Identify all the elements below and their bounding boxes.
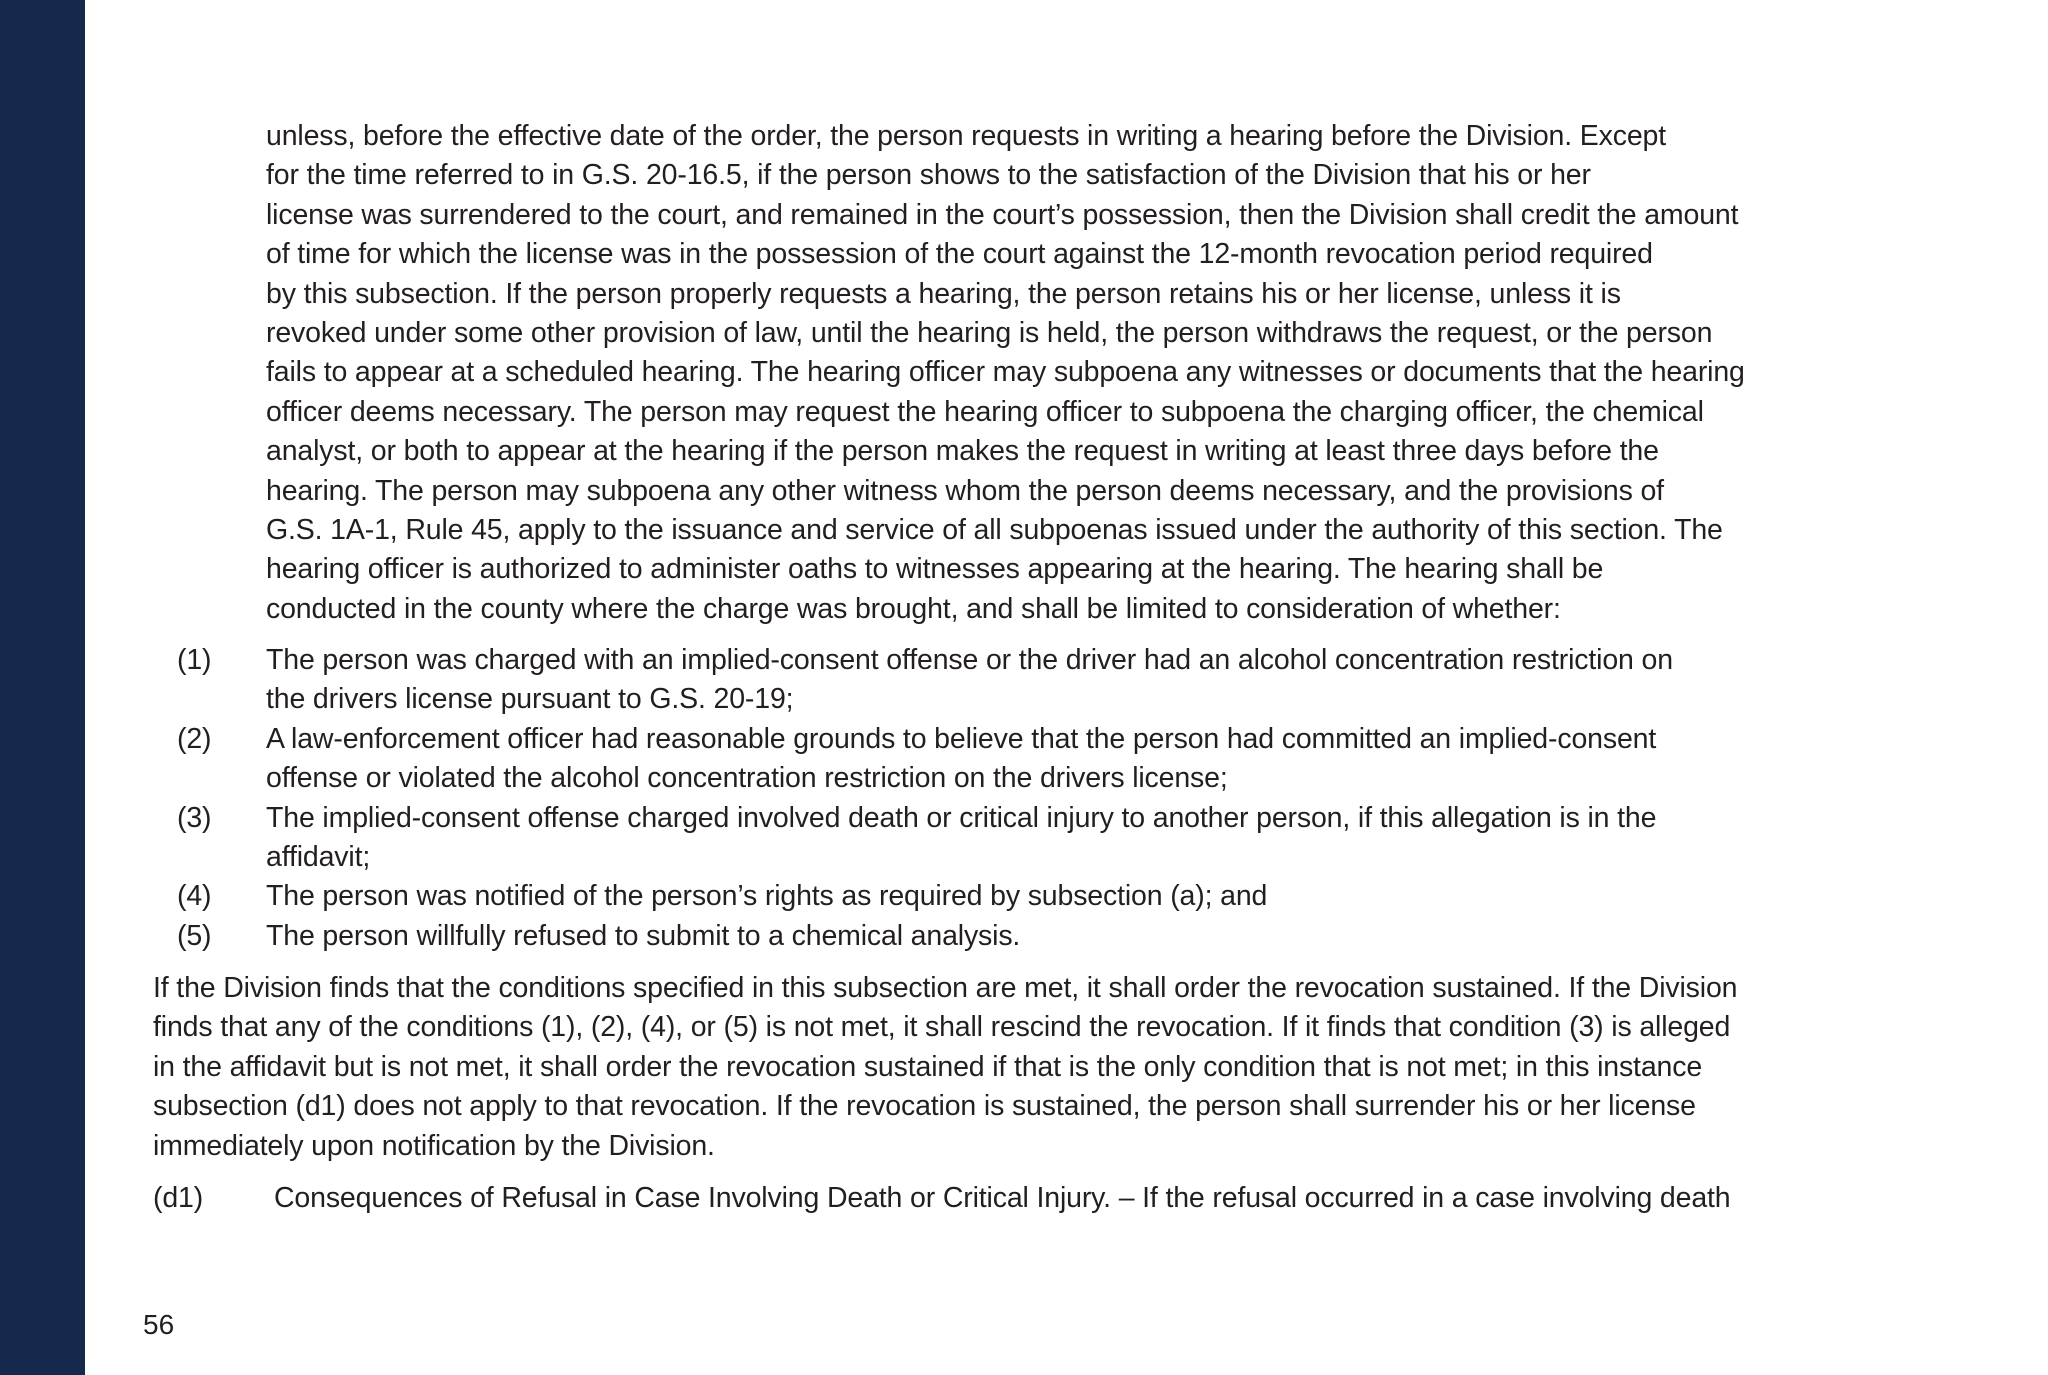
intro-line: G.S. 1A-1, Rule 45, apply to the issuance and service of all subpoenas issued under the authority of this section. The [266,514,1723,547]
result-line: subsection (d1) does not apply to that revocation. If the revocation is sustained, the person shall surrender his or her license [153,1090,1696,1123]
condition-item-2 [0,720,2048,799]
subsection-d1-text: Consequences of Refusal in Case Involving Death or Critical Injury. – If the refusal occurred in a case involving death [274,1182,1731,1214]
result-line: If the Division finds that the conditions specified in this subsection are met, it shall order the revocation sustained. If the Division [153,972,1738,1004]
condition-line: The person was charged with an implied-consent offense or the driver had an alcohol concentration restriction on [266,644,1673,676]
condition-item-5 [0,917,2048,956]
condition-item-4 [0,877,2048,916]
condition-number: (2) [177,722,212,755]
condition-line: The implied-consent offense charged involved death or critical injury to another person, if this allegation is in the [266,801,1657,834]
condition-text [266,877,2048,916]
intro-line: for the time referred to in G.S. 20-16.5, if the person shows to the satisfaction of the Division that his or her [266,159,1591,192]
condition-line: offense or violated the alcohol concentration restriction on the drivers license; [266,762,1228,795]
intro-line: by this subsection. If the person properly requests a hearing, the person retains his or her license, unless it is [266,277,1621,310]
result-line: in the affidavit but is not met, it shall order the revocation sustained if that is the only condition that is not met; in this instance [153,1050,1703,1083]
condition-number: (3) [177,801,212,834]
intro-line: revoked under some other provision of law, until the hearing is held, the person withdraws the request, or the person [266,317,1713,350]
result-line: finds that any of the conditions (1), (2), (4), or (5) is not met, it shall rescind the revocation. If it finds that condition (3) is alleged [153,1011,1731,1044]
intro-line: license was surrendered to the court, and remained in the court’s possession, then the Division shall credit the amount [266,198,1739,231]
page-number: 56 [143,1309,175,1340]
condition-item-3 [0,799,2048,878]
condition-line: the drivers license pursuant to G.S. 20-19; [266,683,794,716]
result-paragraph [153,969,2033,1166]
subsection-d1-label: (d1) [153,1182,204,1214]
intro-line: conducted in the county where the charge was brought, and shall be limited to consideration of whether: [266,592,1561,625]
condition-text [266,799,2048,878]
condition-line: affidavit; [266,841,371,874]
intro-line: hearing officer is authorized to administer oaths to witnesses appearing at the hearing. The hearing shall be [266,553,1604,586]
intro-line: of time for which the license was in the possession of the court against the 12-month revocation period required [266,238,1653,271]
condition-item-1 [0,641,2048,720]
intro-line: unless, before the effective date of the order, the person requests in writing a hearing before the Division. Except [266,120,1667,152]
condition-number: (1) [177,644,212,676]
condition-line: The person willfully refused to submit to a chemical analysis. [266,919,1021,952]
condition-text [266,641,2048,720]
condition-number: (4) [177,880,212,913]
intro-line: hearing. The person may subpoena any other witness whom the person deems necessary, and the provisions of [266,474,1664,507]
condition-line: The person was notified of the person’s rights as required by subsection (a); and [266,880,1268,913]
condition-line: A law-enforcement officer had reasonable grounds to believe that the person had committed an implied-consent [266,722,1657,755]
condition-text [266,720,2048,799]
result-line: immediately upon notification by the Division. [153,1129,715,1162]
condition-text [266,917,2048,956]
intro-paragraph [266,117,1966,629]
intro-line: officer deems necessary. The person may request the hearing officer to subpoena the charging officer, the chemical [266,395,1704,428]
conditions-list [0,641,2048,956]
condition-number: (5) [177,919,212,952]
intro-line: fails to appear at a scheduled hearing. The hearing officer may subpoena any witnesses or documents that the hearing [266,356,1745,389]
intro-line: analyst, or both to appear at the hearing if the person makes the request in writing at least three days before the [266,435,1659,468]
